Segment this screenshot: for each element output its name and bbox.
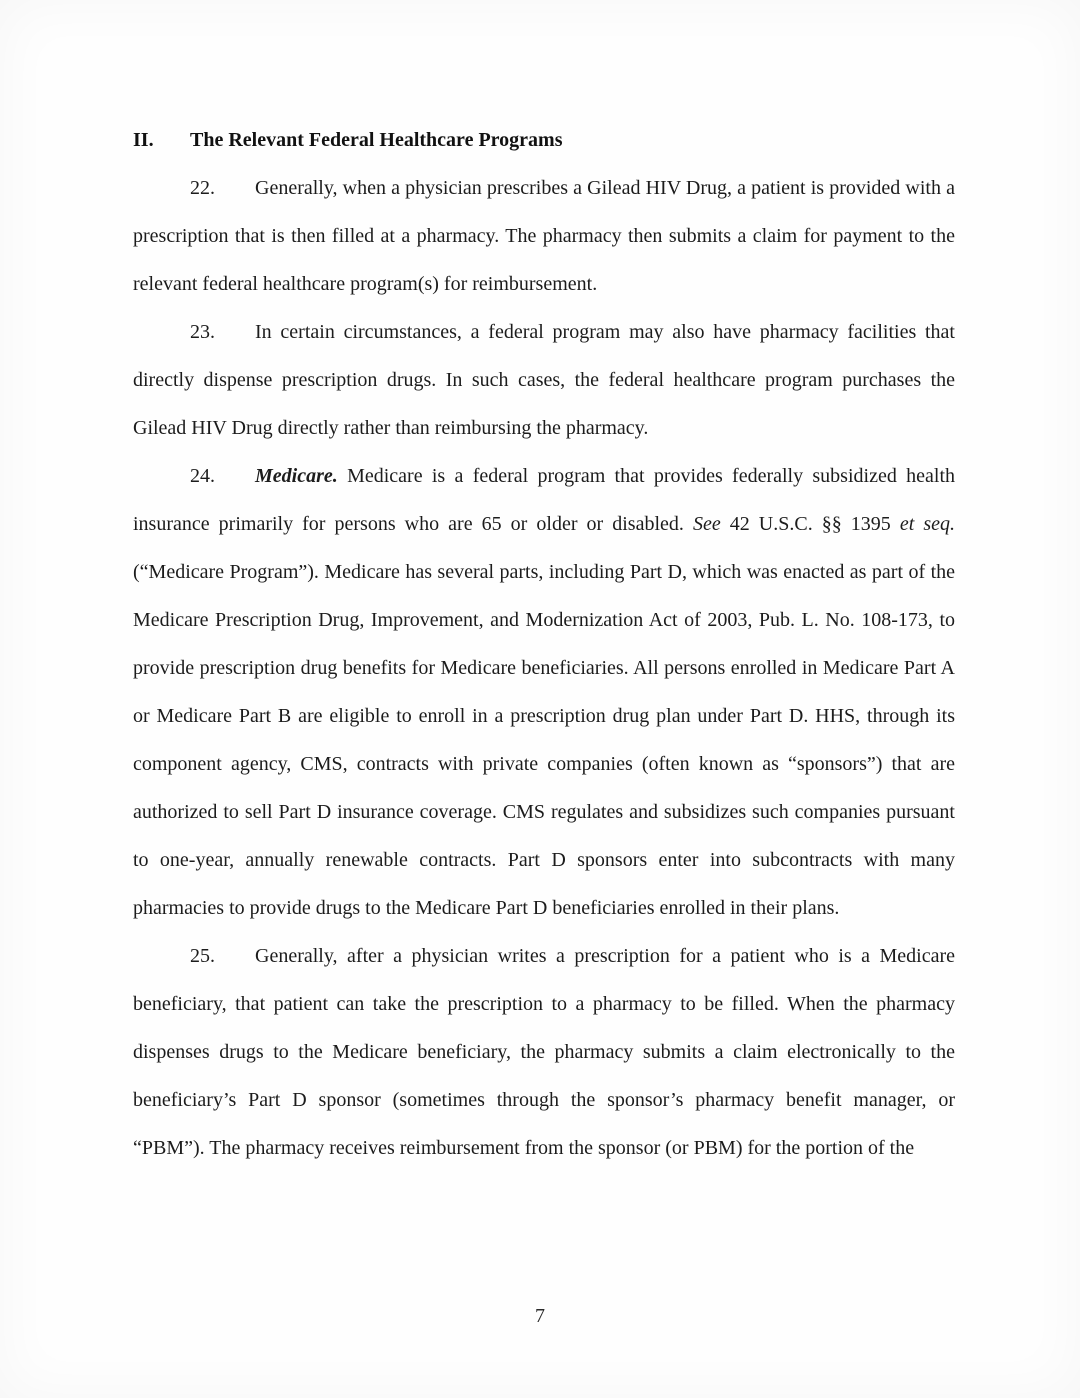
paragraph-number: 25. [190, 945, 215, 967]
section-heading [133, 116, 955, 164]
section-title: The Relevant Federal Healthcare Programs [190, 129, 563, 151]
paragraph-text-segment: 42 U.S.C. §§ 1395 [720, 513, 900, 535]
section-number: II. [133, 129, 154, 151]
paragraph [133, 164, 955, 308]
paragraph-number: 23. [190, 321, 215, 343]
paragraph-text-segment: Generally, after a physician writes a prescription for a patient who is a Medicare beneficiary, that patient can take the prescription to a pharmacy to be filled. When the pharmacy dispenses drugs to the Medicare beneficiary, the pharmacy submits a claim electronically to the beneficiary’s Part D sponsor (sometimes through the sponsor’s pharmacy benefit manager, or “PBM”). The pharmacy receives reimbursement from the sponsor (or PBM) for the portion of the [133, 945, 955, 1159]
paragraph-text-segment: Generally, when a physician prescribes a Gilead HIV Drug, a patient is provided with a prescription that is then filled at a pharmacy. The pharmacy then submits a claim for payment to the relevant federal healthcare program(s) for reimbursement. [133, 177, 955, 295]
paragraph-text-segment: In certain circumstances, a federal program may also have pharmacy facilities that directly dispense prescription drugs. In such cases, the federal healthcare program purchases the Gilead HIV Drug directly rather than reimbursing the pharmacy. [133, 321, 955, 439]
paragraph-text-segment: See [692, 513, 721, 535]
paragraph [133, 308, 955, 452]
paragraph-text-segment: Medicare is a federal program that provides federally subsidized health insurance primarily for persons who are 65 or older or disabled. [133, 465, 955, 535]
paragraph-text-segment: Medicare. [255, 465, 338, 487]
page-number: 7 [535, 1305, 545, 1327]
paragraph-number: 22. [190, 177, 215, 199]
paragraph-number: 24. [190, 465, 215, 487]
paragraph-text-segment: (“Medicare Program”). Medicare has several parts, including Part D, which was enacted as part of the Medicare Prescription Drug, Improvement, and Modernization Act of 2003, Pub. L. No. 108-173, to provide prescription drug benefits for Medicare beneficiaries. All persons enrolled in Medicare Part A or Medicare Part B are eligible to enroll in a prescription drug plan under Part D. HHS, through its component agency, CMS, contracts with private companies (often known as “sponsors”) that are authorized to sell Part D insurance coverage. CMS regulates and subsidizes such companies pursuant to one-year, annually renewable contracts. Part D sponsors enter into subcontracts with many pharmacies to provide drugs to the Medicare Part D beneficiaries enrolled in their plans. [133, 561, 955, 919]
paragraph-list [133, 164, 955, 1172]
paragraph-text-segment: et seq. [899, 513, 956, 535]
paragraph [133, 932, 955, 1172]
paragraph [133, 452, 955, 932]
